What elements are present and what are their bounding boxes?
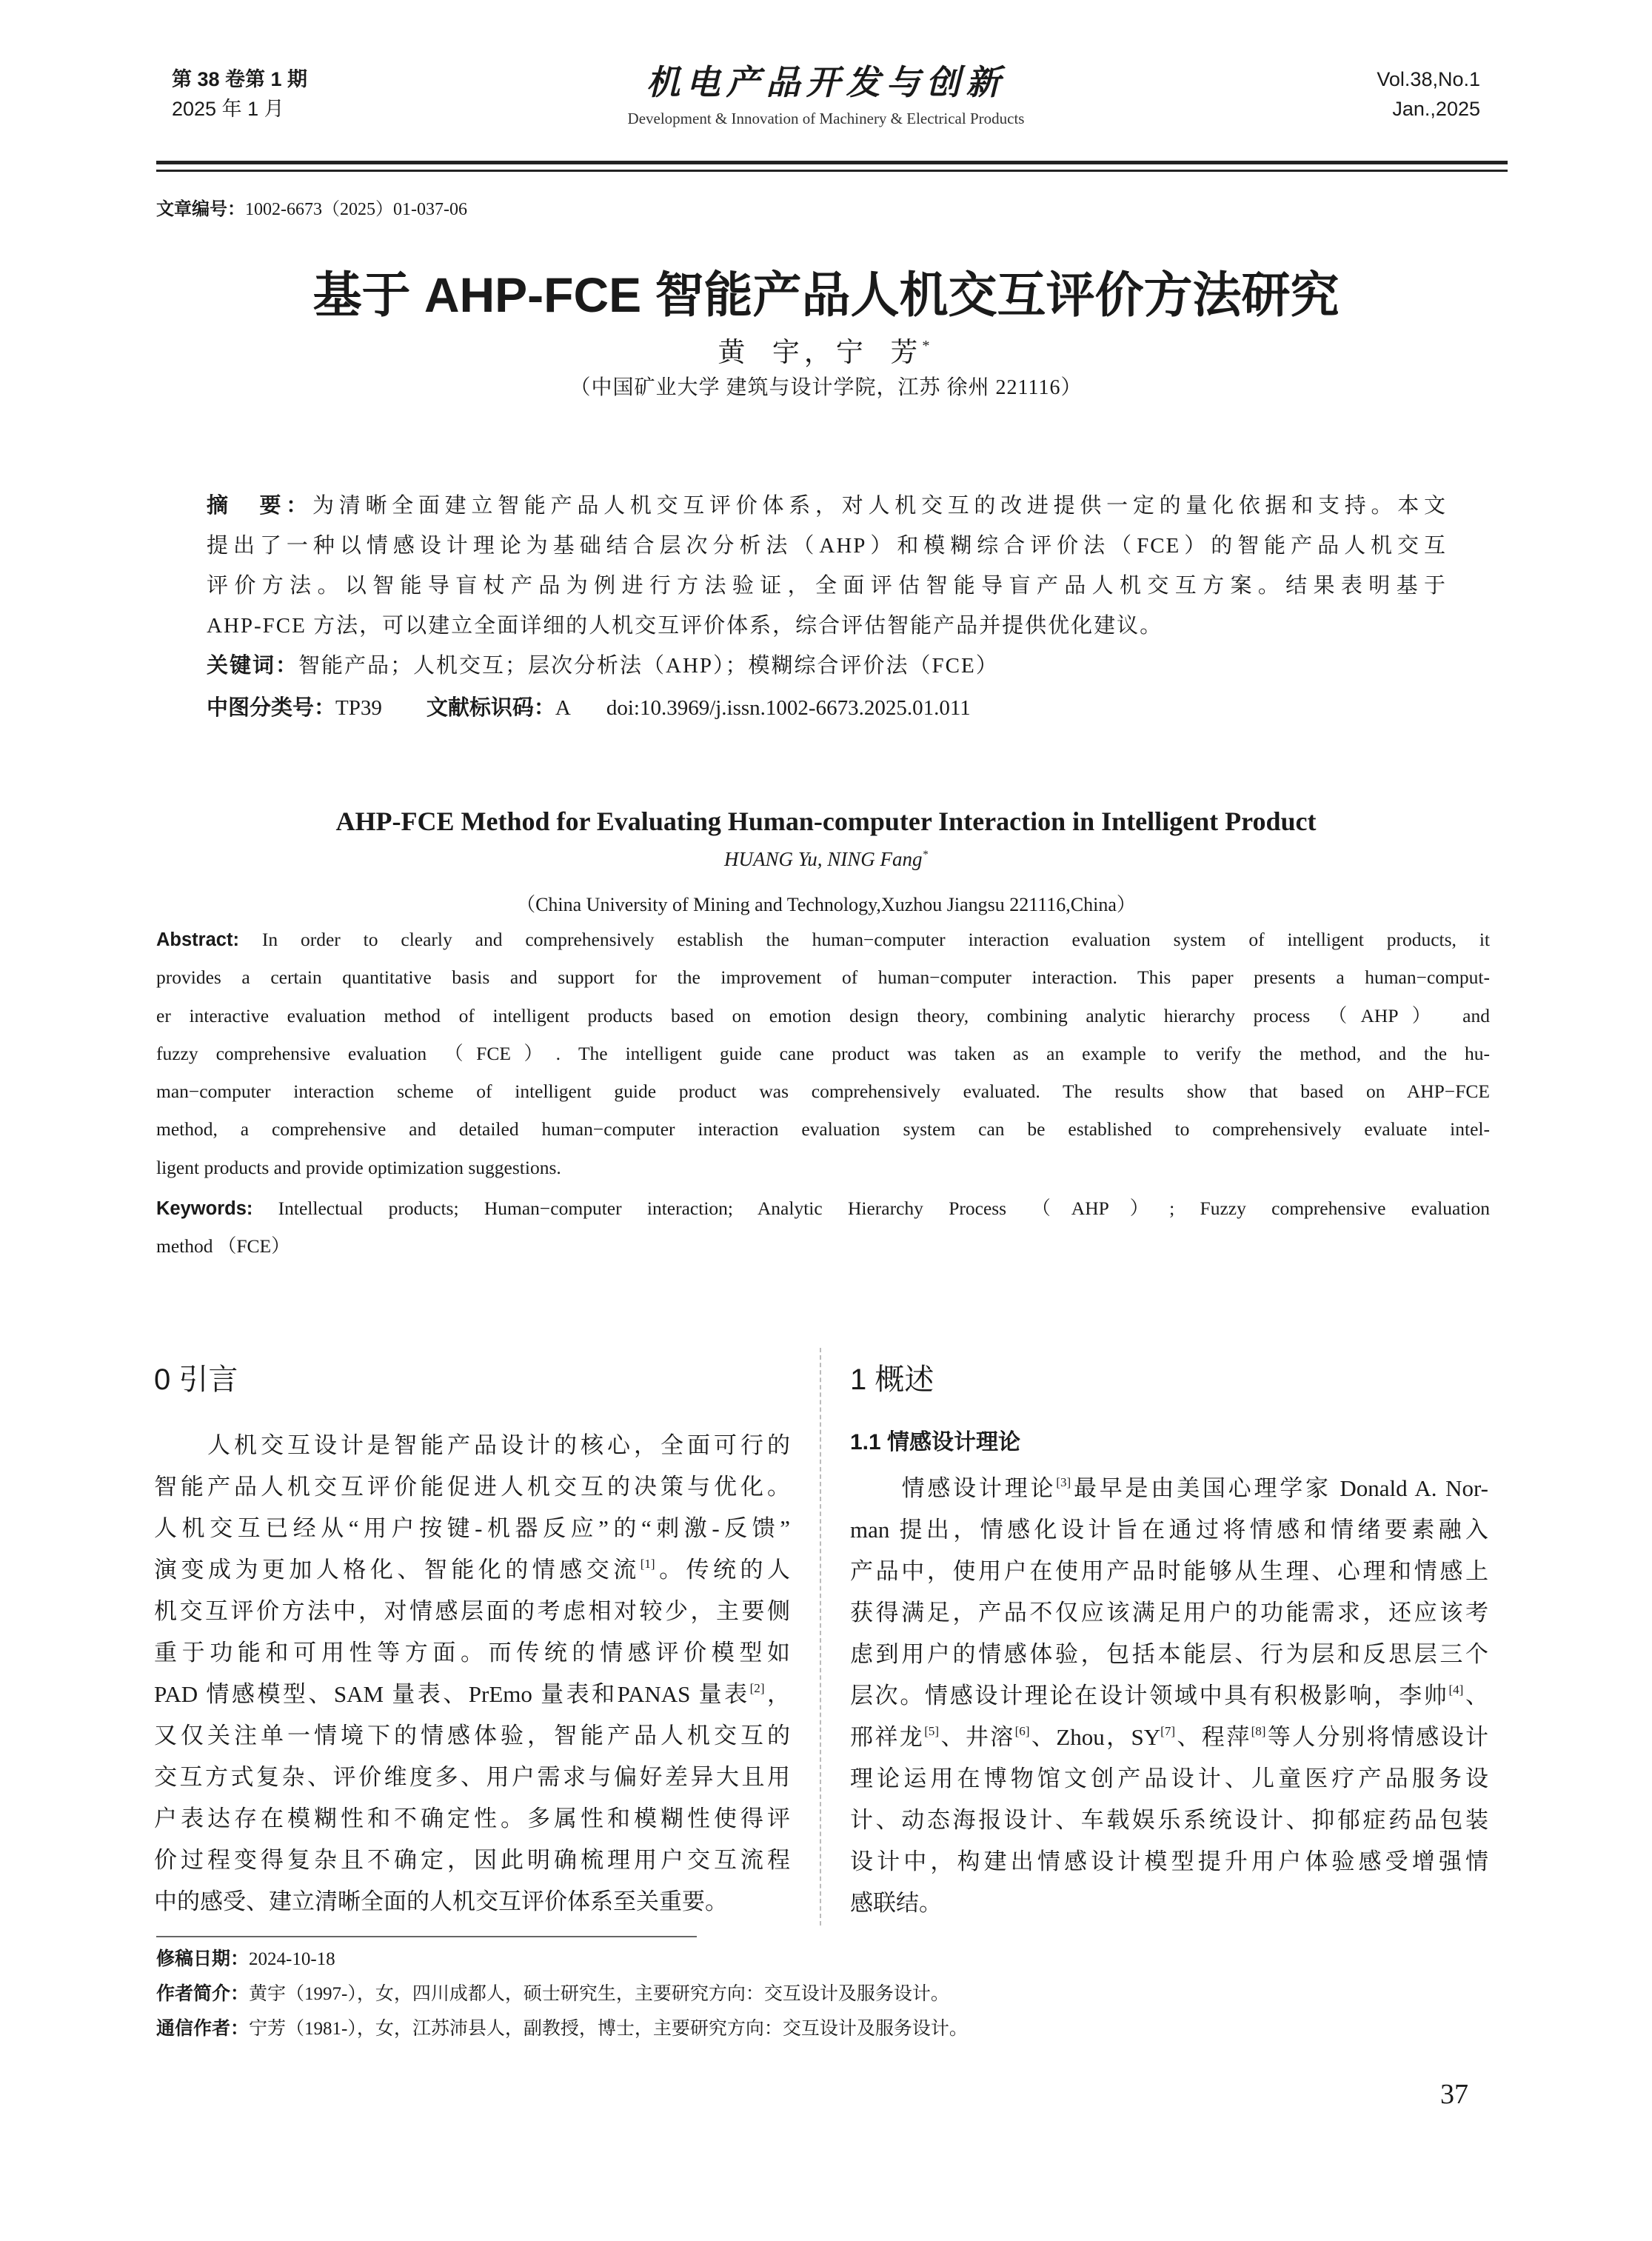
paragraph-line	[154, 1881, 790, 1923]
line-text: In order to clearly and comprehensively establish the human−computer interaction evaluation system of intelligent products, it	[238, 929, 1490, 950]
line-text: 情感设计理论[3]最早是由美国心理学家 Donald A. Nor-	[850, 1475, 1489, 1501]
affiliation-cn: （中国矿业大学 建筑与设计学院，江苏 徐州 221116）	[569, 376, 1083, 399]
abstract-line	[156, 921, 1490, 958]
keywords-cn	[207, 646, 999, 686]
line-text: man 提出，情感化设计旨在通过将情感和情绪要素融入	[850, 1517, 1488, 1543]
section-intro-body	[154, 1425, 790, 1923]
paragraph-line	[850, 1841, 1488, 1883]
paragraph-line	[154, 1549, 790, 1591]
paragraph-line	[850, 1509, 1488, 1551]
citation: [1]	[640, 1557, 655, 1572]
line-text: 价过程变得复杂且不确定，因此明确梳理用户交互流程	[154, 1847, 790, 1873]
keywords-line	[156, 1189, 1490, 1227]
abstract-line	[156, 1149, 1490, 1186]
line-text: 演变成为更加人格化、智能化的情感交流[1]。传统的人	[154, 1557, 790, 1583]
paragraph-line	[154, 1674, 790, 1715]
subsection-heading: 1.1 情感设计理论	[850, 1430, 1021, 1455]
authors-cn-names: 黄 宇，宁 芳	[718, 338, 923, 368]
abstract-line	[207, 486, 1447, 526]
line-text: 邢祥龙[5]、井溶[6]、Zhou，SY[7]、程萍[8]等人分别将情感设计	[850, 1724, 1489, 1750]
line-text: fuzzy comprehensive evaluation （FCE）. The intelligent guide cane product was taken as an example to verify the method, and the hu-	[156, 1042, 1490, 1064]
line-text: 获得满足，产品不仅应该满足用户的功能需求，还应该考	[850, 1600, 1488, 1626]
volume-issue: 第 38 卷第 1 期	[172, 68, 308, 90]
line-text: 中的感受、建立清晰全面的人机交互评价体系至关重要。	[154, 1888, 728, 1914]
paragraph-line	[154, 1466, 790, 1508]
line-text: 理论运用在博物馆文创产品设计、儿童医疗产品服务设	[850, 1766, 1488, 1791]
paragraph-line	[850, 1717, 1488, 1758]
clc-value: TP39	[335, 696, 382, 720]
footnote-label: 通信作者：	[156, 2018, 250, 2039]
corresponding-mark: *	[922, 337, 934, 354]
citation: [2]	[749, 1681, 765, 1696]
line-text: method （FCE）	[156, 1235, 290, 1258]
line-text: AHP-FCE 方法，可以建立全面详细的人机交互评价体系，综合评估智能产品并提供优化建议。	[207, 614, 1163, 638]
keywords-en	[156, 1189, 1490, 1266]
citation: [4]	[1448, 1683, 1464, 1697]
paragraph-line	[850, 1592, 1488, 1634]
line-text: 虑到用户的情感体验，包括本能层、行为层和反思层三个	[850, 1641, 1488, 1667]
line-text: 计、动态海报设计、车载娱乐系统设计、抑郁症药品包装	[850, 1807, 1488, 1833]
issue-date-cn: 2025 年 1 月	[172, 98, 284, 120]
paragraph-line	[154, 1591, 790, 1632]
section-heading-overview: 1 概述	[850, 1363, 934, 1396]
paragraph-line	[154, 1425, 790, 1466]
doc-code-label: 文献标识码：	[426, 696, 555, 720]
paragraph-line	[850, 1758, 1488, 1800]
abstract-line	[156, 997, 1490, 1035]
paragraph-line	[154, 1508, 790, 1549]
line-text: 人机交互已经从“用户按键-机器反应”的“刺激-反馈”	[154, 1515, 790, 1541]
header-rule-thin	[156, 170, 1508, 172]
footnote	[156, 1977, 968, 2011]
authors-cn	[0, 330, 1652, 370]
paragraph-line	[154, 1715, 790, 1757]
abstract-line	[207, 606, 1447, 646]
footnote-rule	[156, 1936, 697, 1937]
keywords-cn-text: 智能产品；人机交互；层次分析法（AHP）；模糊综合评价法（FCE）	[298, 654, 999, 678]
line-text: 重于功能和可用性等方面。而传统的情感评价模型如	[154, 1640, 790, 1666]
section-overview-body	[850, 1468, 1488, 1924]
abstract-line	[156, 1035, 1490, 1072]
line-text: 产品中，使用户在使用产品时能够从生理、心理和情感上	[850, 1558, 1488, 1584]
paragraph-line	[850, 1468, 1488, 1509]
article-number	[156, 194, 467, 220]
citation: [6]	[1014, 1724, 1030, 1739]
article-number-label: 文章编号：	[156, 199, 245, 219]
line-text: 交互方式复杂、评价维度多、用户需求与偏好差异大且用	[154, 1764, 790, 1790]
abstract-line	[207, 566, 1447, 606]
header-rule-thick	[156, 161, 1508, 164]
citation: [8]	[1251, 1724, 1266, 1739]
citation: [5]	[924, 1724, 940, 1739]
page-number: 37	[1440, 2079, 1468, 2110]
keywords-line	[156, 1227, 1490, 1265]
page-title: 基于 AHP-FCE 智能产品人机交互评价方法研究	[312, 267, 1340, 322]
section-heading-intro: 0 引言	[154, 1363, 238, 1396]
line-text: 智能产品人机交互评价能促进人机交互的决策与优化。	[154, 1474, 790, 1500]
doc-code-value: A	[555, 696, 571, 720]
footnote	[156, 2011, 968, 2046]
citation: [3]	[1056, 1475, 1071, 1490]
abstract-line	[156, 958, 1490, 996]
line-text: man−computer interaction scheme of intelligent guide product was comprehensively evaluated. The results show that based on AHP−FCE	[156, 1081, 1490, 1103]
line-text: er interactive evaluation method of intelligent products based on emotion design theory, combining analytic hierarchy process （AHP） and	[156, 1004, 1490, 1026]
footnote-text: 宁芳（1981-），女，江苏沛县人，副教授，博士，主要研究方向：交互设计及服务设计。	[249, 2019, 968, 2039]
volume-en: Vol.38,No.1	[1377, 68, 1480, 90]
article-number-value: 1002-6673（2025）01-037-06	[245, 200, 467, 219]
line-text: Intellectual products; Human−computer interaction; Analytic Hierarchy Process （AHP）; Fuzzy comprehensive evaluation	[253, 1198, 1490, 1219]
line-text: 人机交互设计是智能产品设计的核心，全面可行的	[154, 1432, 790, 1458]
label: Keywords:	[156, 1198, 253, 1219]
line-text: 感联结。	[850, 1890, 942, 1916]
label: 摘 要：	[207, 494, 312, 518]
footnotes	[156, 1942, 968, 2046]
line-text: PAD 情感模型、SAM 量表、PrEmo 量表和PANAS 量表[2]，	[154, 1681, 790, 1707]
line-text: method, a comprehensive and detailed human−computer interaction evaluation system can be established to comprehensively evaluate intel-	[156, 1118, 1490, 1140]
paragraph-line	[154, 1632, 790, 1674]
column-divider	[820, 1348, 821, 1926]
footnote-label: 作者简介：	[156, 1983, 250, 2004]
affiliation-en: （China University of Mining and Technology,Xuzhou Jiangsu 221116,China）	[516, 894, 1136, 915]
footnote-label: 修稿日期：	[156, 1948, 250, 1969]
line-text: ligent products and provide optimization suggestions.	[156, 1156, 561, 1178]
corresponding-mark-en: *	[922, 848, 928, 861]
abstract-en	[156, 921, 1490, 1186]
abstract-cn	[207, 486, 1447, 646]
title-en: AHP-FCE Method for Evaluating Human-computer Interaction in Intelligent Product	[335, 806, 1317, 836]
authors-en-names: HUANG Yu, NING Fang	[724, 848, 923, 870]
paragraph-line	[850, 1883, 1488, 1924]
journal-name-cn: 机电产品开发与创新	[646, 64, 1006, 101]
footnote	[156, 1942, 968, 1977]
footnote-text: 黄宇（1997-），女，四川成都人，硕士研究生，主要研究方向：交互设计及服务设计。	[249, 1984, 949, 2004]
line-text: provides a certain quantitative basis and support for the improvement of human−computer interaction. This paper presents a human−comput-	[156, 966, 1490, 989]
classification-row	[207, 688, 971, 728]
abstract-line	[156, 1110, 1490, 1148]
label: Abstract:	[156, 929, 239, 950]
authors-en	[0, 848, 1652, 871]
line-text: 评价方法。以智能导盲杖产品为例进行方法验证，全面评估智能导盲产品人机交互方案。结果表明基于	[207, 574, 1447, 598]
doi: doi:10.3969/j.issn.1002-6673.2025.01.011	[606, 696, 971, 720]
line-text: 设计中，构建出情感设计模型提升用户体验感受增强情	[850, 1848, 1488, 1874]
line-text: 为清晰全面建立智能产品人机交互评价体系，对人机交互的改进提供一定的量化依据和支持。本文	[312, 494, 1447, 518]
line-text: 提出了一种以情感设计理论为基础结合层次分析法（AHP）和模糊综合评价法（FCE）的智能产品人机交互	[207, 534, 1447, 558]
paragraph-line	[850, 1800, 1488, 1841]
paragraph-line	[850, 1551, 1488, 1592]
paragraph-line	[850, 1634, 1488, 1675]
paragraph-line	[154, 1798, 790, 1840]
paragraph-line	[154, 1840, 790, 1881]
footnote-text: 2024-10-18	[249, 1949, 335, 1969]
line-text: 又仅关注单一情境下的情感体验，智能产品人机交互的	[154, 1723, 790, 1749]
line-text: 层次。情感设计理论在设计领域中具有积极影响，李帅[4]、	[850, 1683, 1488, 1709]
keywords-cn-label: 关键词：	[207, 654, 299, 678]
paragraph-line	[850, 1675, 1488, 1717]
line-text: 户表达存在模糊性和不确定性。多属性和模糊性使得评	[154, 1806, 790, 1831]
paragraph-line	[154, 1757, 790, 1798]
line-text: 机交互评价方法中，对情感层面的考虑相对较少，主要侧	[154, 1598, 790, 1624]
journal-name-en: Development & Innovation of Machinery & Electrical Products	[627, 110, 1025, 127]
citation: [7]	[1160, 1724, 1176, 1739]
abstract-line	[156, 1072, 1490, 1110]
clc-label: 中图分类号：	[207, 696, 336, 720]
abstract-line	[207, 526, 1447, 566]
issue-date-en: Jan.,2025	[1392, 98, 1480, 120]
